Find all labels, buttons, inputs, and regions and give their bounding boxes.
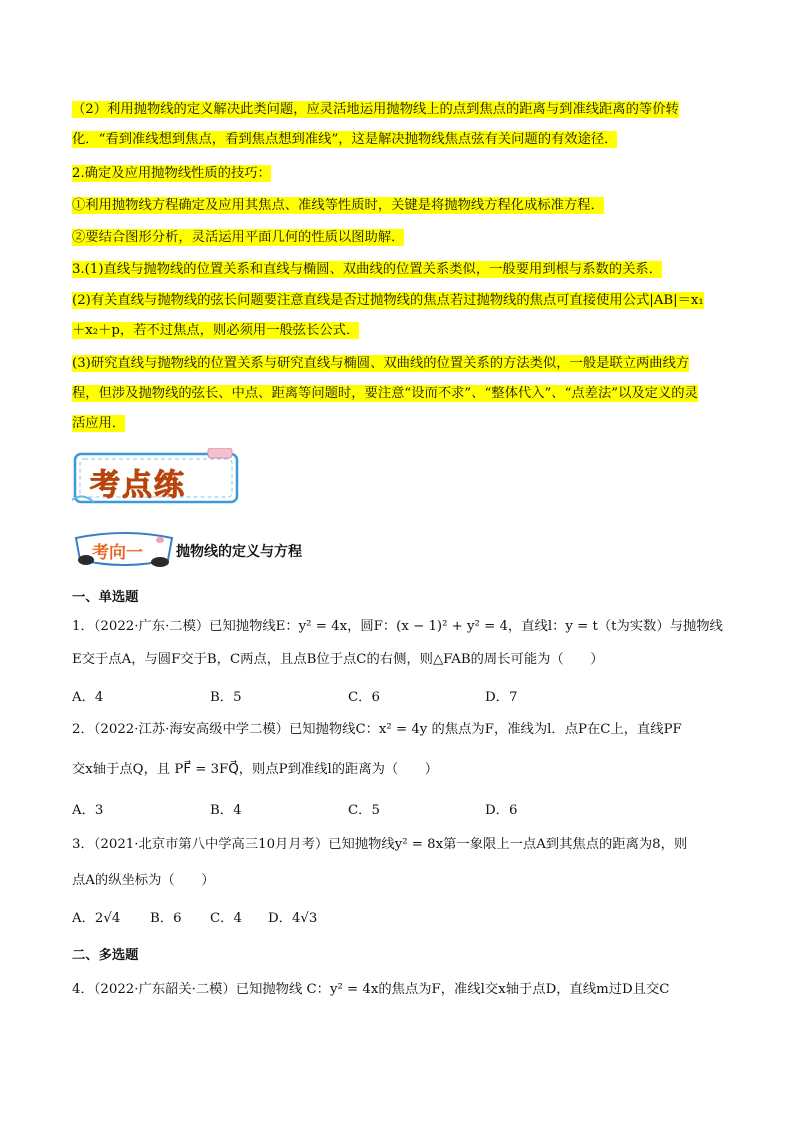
highlight-paragraph-3 bbox=[72, 193, 728, 219]
question-2-line-1: 2．（2022·江苏·海安高级中学二模）已知抛物线C：x² = 4y 的焦点为F，准线为l．点P在C上，直线PF bbox=[72, 722, 682, 737]
q2-option-d: D．6 bbox=[485, 803, 518, 818]
heading-single-choice: 一、单选题 bbox=[72, 590, 139, 605]
text-line: （2）利用抛物线的定义解决此类问题，应灵活地运用抛物线上的点到焦点的距离与到准线距离的等价转 bbox=[72, 102, 679, 117]
heading-multi-choice: 二、多选题 bbox=[72, 948, 139, 963]
question-2-line-2: 交x轴于点Q，且 PF⃗ = 3FQ⃗，则点P到准线l的距离为（ ） bbox=[72, 762, 439, 777]
question-1-line-1: 1．（2022·广东·二模）已知抛物线E：y² = 4x，圆F：(x − 1)² + y² = 4，直线l：y = t（t为实数）与抛物线 bbox=[72, 619, 723, 634]
text-line: 化．“看到准线想到焦点，看到焦点想到准线”，这是解决抛物线焦点弦有关问题的有效途径． bbox=[72, 132, 618, 147]
q2-option-c: C．5 bbox=[348, 803, 380, 818]
q1-option-a: A．4 bbox=[72, 690, 104, 705]
highlight-paragraph-4 bbox=[72, 225, 728, 251]
q1-option-c: C．6 bbox=[348, 690, 380, 705]
section-title: 抛物线的定义与方程 bbox=[176, 544, 302, 560]
q2-option-b: B．4 bbox=[210, 803, 242, 818]
highlight-paragraph-6 bbox=[72, 288, 728, 344]
highlight-paragraph-2 bbox=[72, 161, 728, 187]
question-4-line-1: 4．（2022·广东韶关·二模）已知抛物线 C：y² = 4x的焦点为F，准线l交x轴于点D，直线m过D且交C bbox=[72, 982, 670, 997]
q1-option-d: D．7 bbox=[485, 690, 518, 705]
highlight-paragraph-5 bbox=[72, 257, 728, 283]
text-line: (2)有关直线与抛物线的弦长问题要注意直线是否过抛物线的焦点若过抛物线的焦点可直接使用公式|AB|＝x₁ bbox=[72, 293, 704, 308]
q3-option-d: D．4√3 bbox=[268, 911, 318, 926]
text-line: 2.确定及应用抛物线性质的技巧： bbox=[72, 166, 271, 181]
question-1-line-2: E交于点A，与圆F交于B，C两点，且点B位于点C的右侧，则△FAB的周长可能为（ ） bbox=[72, 652, 604, 667]
text-line: 程，但涉及抛物线的弦长、中点、距离等问题时，要注意“设而不求”、“整体代入”、“点差法”以及定义的灵 bbox=[72, 386, 698, 401]
text-line: ①利用抛物线方程确定及应用其焦点、准线等性质时，关键是将抛物线方程化成标准方程． bbox=[72, 198, 604, 213]
q2-option-a: A．3 bbox=[72, 803, 104, 818]
text-line: (3)研究直线与抛物线的位置关系与研究直线与椭圆、双曲线的位置关系的方法类似，一般是联立两曲线方 bbox=[72, 356, 690, 371]
text-line: 3.(1)直线与抛物线的位置关系和直线与椭圆、双曲线的位置关系类似，一般要用到根与系数的关系． bbox=[72, 262, 662, 277]
sub-banner bbox=[72, 530, 176, 568]
q3-option-b: B．6 bbox=[150, 911, 182, 926]
sub-banner-label: 考向一 bbox=[92, 543, 143, 563]
text-line: ②要结合图形分析，灵活运用平面几何的性质以图助解． bbox=[72, 230, 405, 245]
highlight-paragraph-7 bbox=[72, 351, 728, 437]
text-line: 活应用． bbox=[72, 416, 126, 431]
text-line: ＋x₂＋p，若不过焦点，则必须用一般弦长公式． bbox=[72, 323, 360, 338]
banner-title: 考点练 bbox=[90, 468, 186, 503]
question-3-line-1: 3．（2021·北京市第八中学高三10月月考）已知抛物线y² = 8x第一象限上一点A到其焦点的距离为8，则 bbox=[72, 837, 688, 852]
q3-option-c: C．4 bbox=[210, 911, 242, 926]
q3-option-a: A．2√4 bbox=[72, 911, 121, 926]
section-banner bbox=[72, 448, 240, 506]
highlight-paragraph-1 bbox=[72, 97, 728, 153]
q1-option-b: B．5 bbox=[210, 690, 242, 705]
question-3-line-2: 点A的纵坐标为（ ） bbox=[72, 873, 215, 888]
